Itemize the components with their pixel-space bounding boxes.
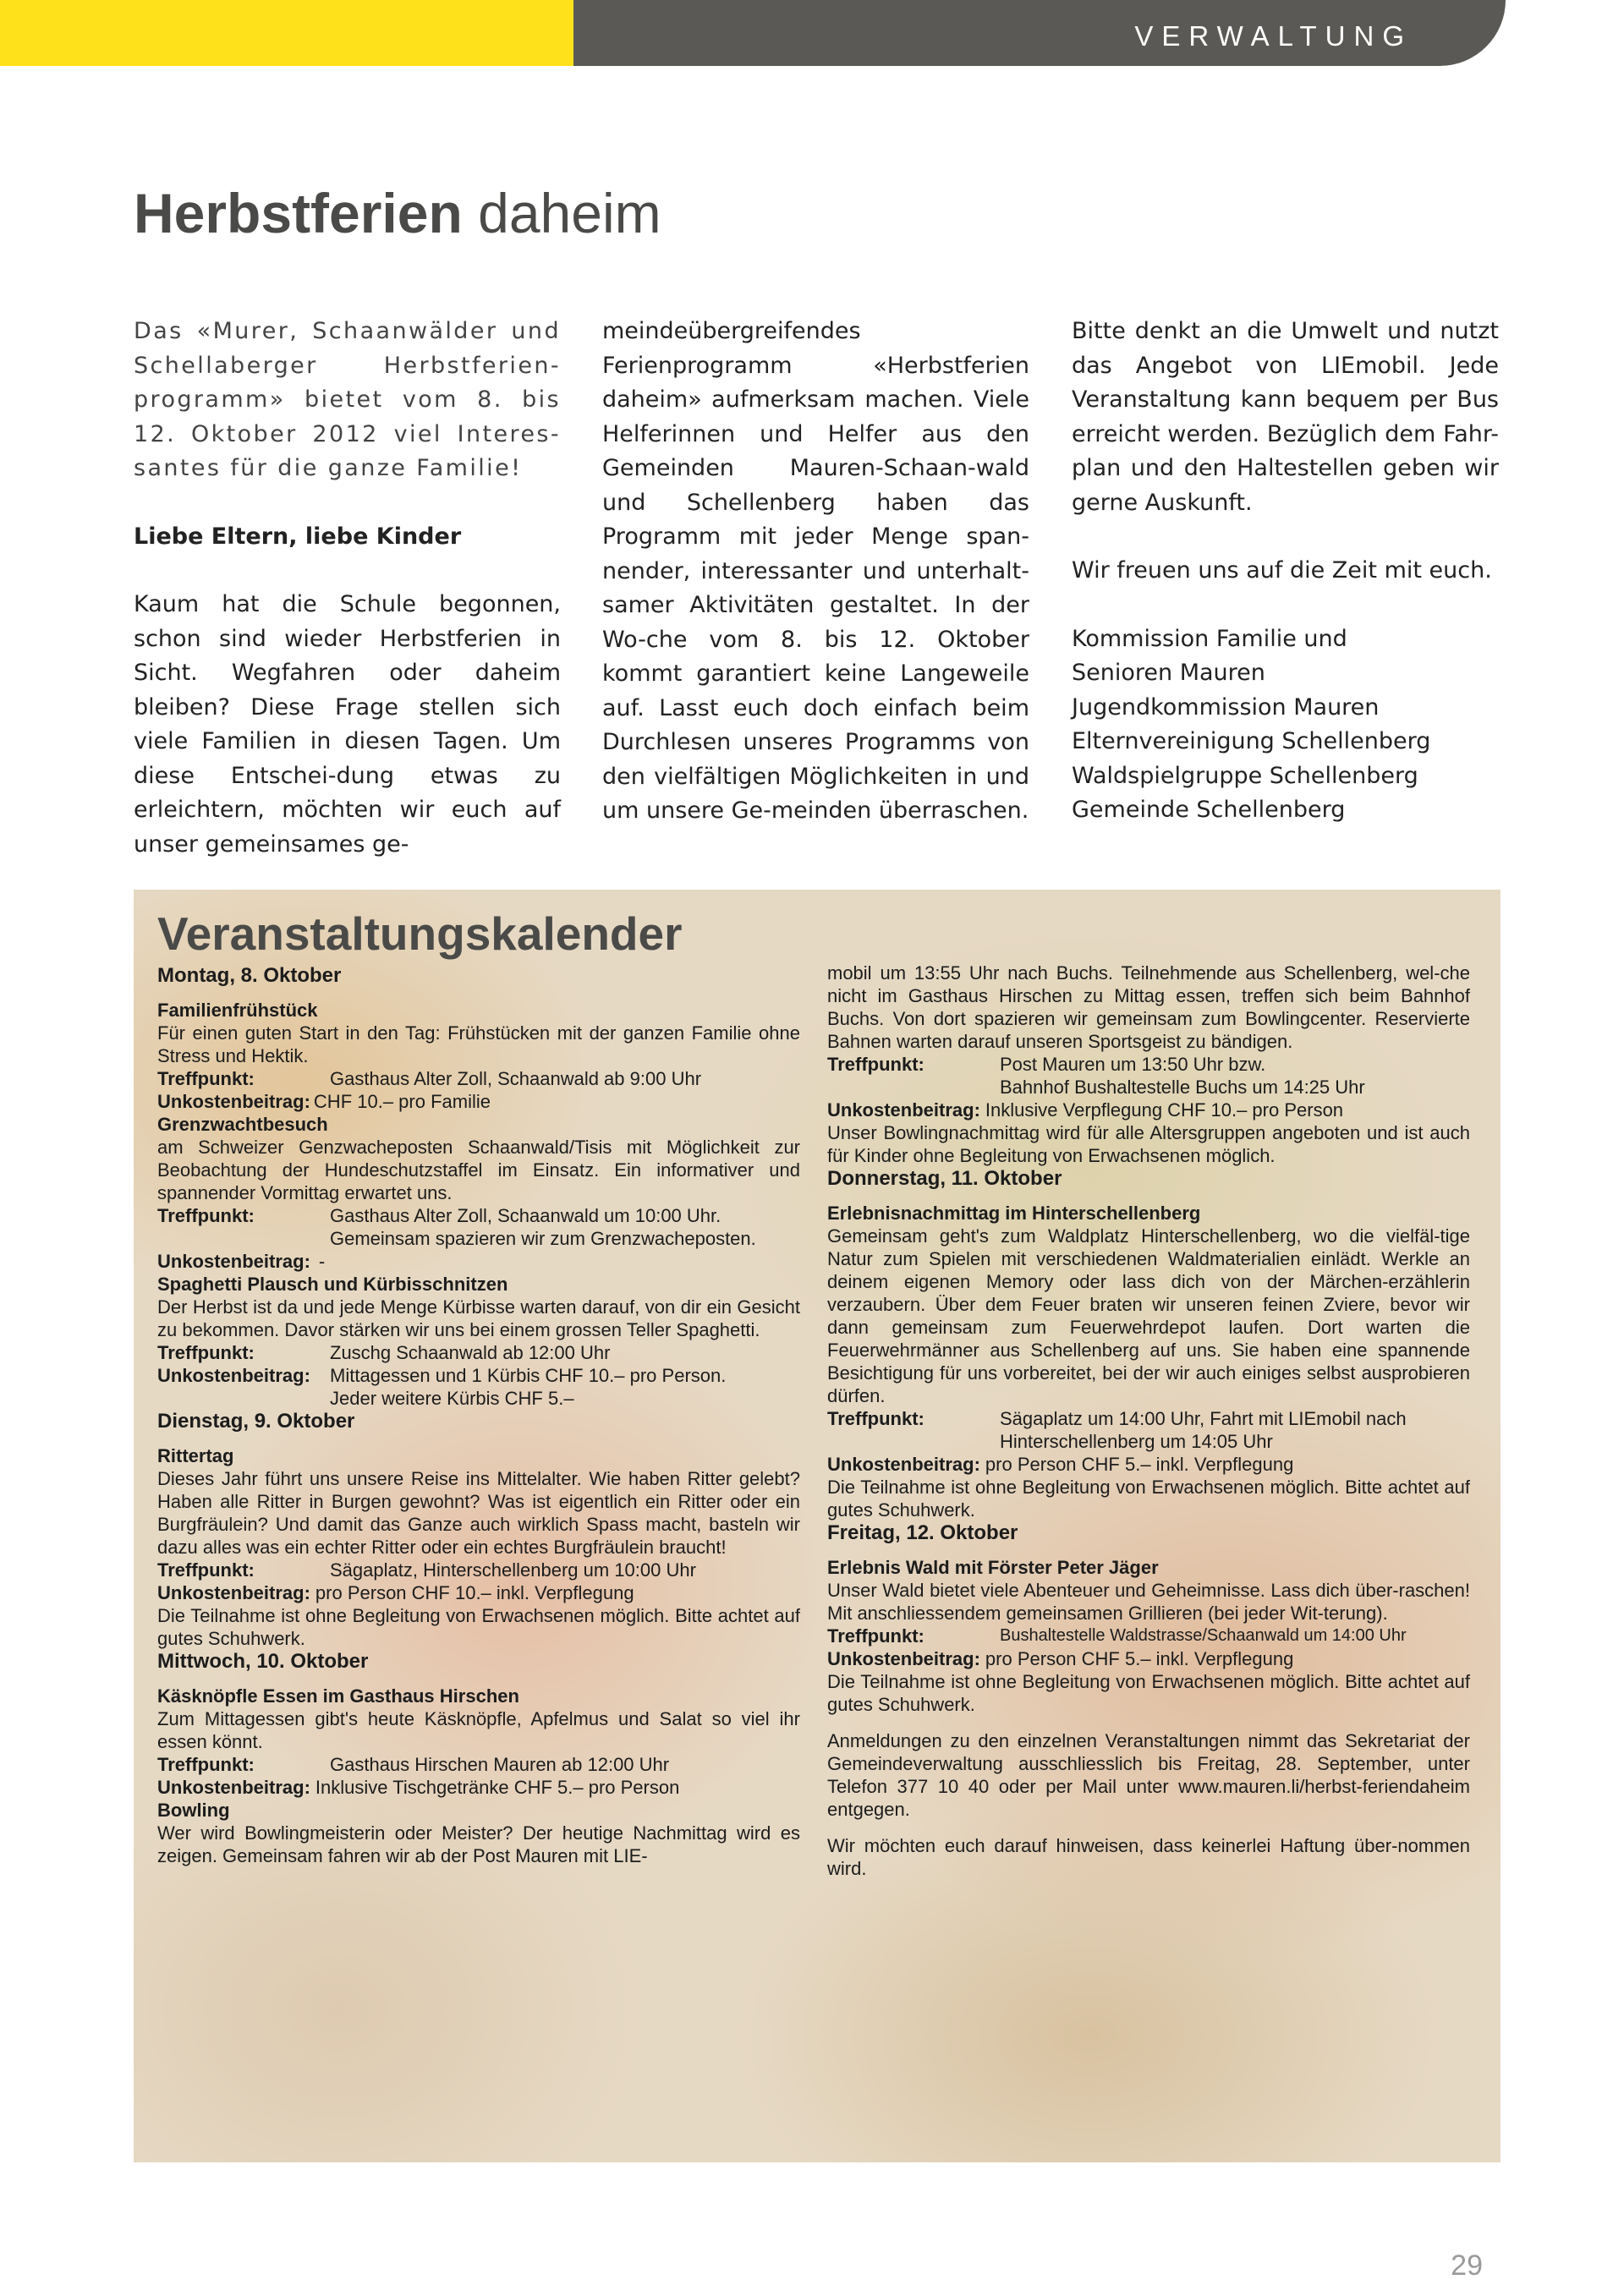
cost-row — [157, 1776, 800, 1799]
meet-value: Gasthaus Alter Zoll, Schaanwald ab 9:00 Uhr — [330, 1068, 702, 1089]
event-title: Käsknöpfle Essen im Gasthaus Hirschen — [157, 1685, 519, 1707]
meet-line: Post Mauren um 13:50 Uhr bzw. — [1000, 1054, 1266, 1075]
meet-value — [1000, 1407, 1470, 1453]
day-heading-tuesday: Dienstag, 9. Oktober — [157, 1410, 355, 1433]
cost-row — [827, 1453, 1470, 1476]
cost-line: Mittagessen und 1 Kürbis CHF 10.– pro Person. — [330, 1365, 727, 1386]
meet-line: Gasthaus Alter Zoll, Schaanwald um 10:00 Uhr. — [330, 1205, 721, 1226]
meet-value: Sägaplatz, Hinterschellenberg um 10:00 Uhr — [330, 1559, 696, 1581]
cost-line: Jeder weitere Kürbis CHF 5.– — [330, 1388, 574, 1409]
intro-greeting: Liebe Eltern, liebe Kinder — [134, 523, 462, 550]
meet-label: Treffpunkt: — [827, 1625, 924, 1647]
intro-closing: Wir freuen uns auf die Zeit mit euch. — [1072, 557, 1492, 584]
meet-line: Bahnhof Bushaltestelle Buchs um 14:25 Uhr — [1000, 1077, 1365, 1098]
signer: Gemeinde Schellenberg — [1072, 797, 1346, 823]
day-heading-monday: Montag, 8. Oktober — [157, 964, 342, 987]
signer: Elternvereinigung Schellenberg — [1072, 728, 1431, 754]
cost-value: Inklusive Verpflegung CHF 10.– pro Person — [985, 1099, 1344, 1121]
title-light: daheim — [462, 182, 661, 244]
event-text: Dieses Jahr führt uns unsere Reise ins Mittelalter. Wie haben Ritter gelebt? Haben alle Ritter in Burgen gewohnt? Was ist eigentlich ein Ritter oder ein Burgfräulein? Und damit das Ganze auch wirklich Spass macht, basteln wir dazu alles was ein echter Ritter oder ein echtes Burgfräulein braucht! — [157, 1468, 800, 1558]
cost-value: pro Person CHF 10.– inkl. Verpflegung — [315, 1582, 634, 1603]
intro-liemobil: Bitte denkt an die Umwelt und nutzt das Angebot von LIEmobil. Jede Veranstaltung kann bequem per Bus erreicht werden. Bezüglich dem Fahr-plan und den Haltestellen geben wir gerne Auskunft. — [1072, 318, 1499, 516]
title-bold: Herbstferien — [134, 182, 463, 244]
section-label: VERWALTUNG — [1134, 20, 1413, 52]
meet-label: Treffpunkt: — [157, 1559, 255, 1581]
meet-row — [827, 1625, 1470, 1647]
cost-value: - — [318, 1251, 326, 1272]
day-heading-friday: Freitag, 12. Oktober — [827, 1521, 1018, 1544]
meet-row — [157, 1204, 800, 1250]
meet-row — [827, 1053, 1470, 1099]
event-title: Erlebnisnachmittag im Hinterschellenberg — [827, 1203, 1201, 1224]
event-note: Die Teilnahme ist ohne Begleitung von Erwachsenen möglich. Bitte achtet auf gutes Schuhwerk. — [827, 1671, 1470, 1715]
meet-label: Treffpunkt: — [157, 1068, 255, 1089]
cost-value: CHF 10.– pro Familie — [313, 1091, 491, 1112]
meet-row — [157, 1067, 800, 1090]
meet-line: Hinterschellenberg um 14:05 Uhr — [1000, 1431, 1273, 1452]
event-title: Familienfrühstück — [157, 1000, 318, 1021]
cost-label: Unkostenbeitrag: — [157, 1365, 310, 1386]
cost-row — [157, 1090, 800, 1113]
meet-label: Treffpunkt: — [157, 1754, 255, 1775]
header-accent-bar — [0, 0, 573, 66]
intro-body-part-1: Kaum hat die Schule begonnen, schon sind wieder Herbstferien in Sicht. Wegfahren oder daheim bleiben? Diese Frage stellen sich viele Familien in diesen Tagen. Um diese Entschei-dung etwas zu erleichtern, möchten wir euch auf unser gemeinsames ge- — [134, 591, 561, 858]
signer: Jugendkommission Mauren — [1072, 693, 1380, 721]
signer: Senioren Mauren — [1072, 660, 1265, 686]
signer: Kommission Familie und — [1072, 625, 1347, 652]
calendar-column-right — [827, 962, 1470, 1880]
cost-row — [827, 1099, 1470, 1121]
day-heading-wednesday: Mittwoch, 10. Oktober — [157, 1650, 369, 1673]
meet-label: Treffpunkt: — [827, 1054, 924, 1075]
cost-row — [157, 1250, 800, 1273]
meet-label: Treffpunkt: — [157, 1342, 255, 1363]
cost-row — [827, 1647, 1470, 1670]
event-text-continued: mobil um 13:55 Uhr nach Buchs. Teilnehmende aus Schellenberg, wel-che nicht im Gasthaus Hirschen zu Mittag essen, treffen sich beim Bahnhof Buchs. Von dort spazieren wir gemeinsam zum Bowlingcenter. Reservierte Bahnen warten darauf unseren Sportsgeist zu bändigen. — [827, 962, 1470, 1052]
event-text: am Schweizer Genzwacheposten Schaanwald/Tisis mit Möglichkeit zur Beobachtung der Hundeschutzstaffel im Einsatz. Ein informativer und spannender Vormittag erwartet uns. — [157, 1137, 800, 1203]
cost-row — [157, 1581, 800, 1604]
event-title: Bowling — [157, 1800, 230, 1821]
meet-label: Treffpunkt: — [157, 1205, 255, 1226]
intro-lead: Das «Murer, Schaanwälder und Schellaberger Herbstferien-programm» bietet vom 8. bis 12. Oktober 2012 viel Interes-santes für die ganze Familie! — [134, 318, 561, 481]
calendar-column-left — [157, 964, 800, 1867]
event-note: Unser Bowlingnachmittag wird für alle Altersgruppen angeboten und ist auch für Kinder ohne Begleitung von Erwachsenen möglich. — [827, 1122, 1470, 1166]
intro-body-part-2: meindeübergreifendes Ferienprogramm «Herbstferien daheim» aufmerksam machen. Viele Helferinnen und Helfer aus den Gemeinden Mauren-Schaan-wald und Schellenberg haben das Programm mit jeder Menge span-nender, interessanter und unterhalt-samer Aktivitäten gestaltet. In der Wo-che vom 8. bis 12. Oktober kommt garantiert keine Langeweile auf. Lasst euch doch einfach beim Durchlesen unseres Programms von den vielfältigen Möglichkeiten in und um unsere Ge-meinden überraschen. — [602, 318, 1029, 824]
meet-row — [157, 1341, 800, 1364]
meet-value: Zuschg Schaanwald ab 12:00 Uhr — [330, 1342, 611, 1363]
event-note: Die Teilnahme ist ohne Begleitung von Erwachsenen möglich. Bitte achtet auf gutes Schuhwerk. — [157, 1605, 800, 1649]
cost-label: Unkostenbeitrag: — [827, 1454, 980, 1475]
meet-line: Sägaplatz um 14:00 Uhr, Fahrt mit LIEmobil nach — [1000, 1408, 1407, 1429]
page-title — [134, 181, 661, 245]
meet-row — [827, 1407, 1470, 1453]
calendar-title: Veranstaltungskalender — [157, 907, 683, 960]
cost-label: Unkostenbeitrag: — [157, 1582, 310, 1603]
meet-row — [157, 1559, 800, 1581]
day-heading-thursday: Donnerstag, 11. Oktober — [827, 1167, 1062, 1190]
cost-row — [157, 1364, 800, 1410]
meet-value: Gasthaus Hirschen Mauren ab 12:00 Uhr — [330, 1754, 670, 1775]
meet-line: Gemeinsam spazieren wir zum Grenzwacheposten. — [330, 1228, 756, 1249]
event-title: Spaghetti Plausch und Kürbisschnitzen — [157, 1274, 508, 1295]
event-title: Rittertag — [157, 1445, 234, 1466]
meet-value — [330, 1204, 800, 1250]
event-calendar-box — [134, 890, 1501, 2162]
cost-value — [330, 1364, 800, 1410]
event-text: Unser Wald bietet viele Abenteuer und Geheimnisse. Lass dich über-raschen! Mit anschliessendem gemeinsamen Grillieren (bei jeder Wit-terung). — [827, 1580, 1470, 1624]
liability-disclaimer: Wir möchten euch darauf hinweisen, dass keinerlei Haftung über-nommen wird. — [827, 1835, 1470, 1879]
cost-label: Unkostenbeitrag: — [827, 1648, 980, 1669]
meet-value: Bushaltestelle Waldstrasse/Schaanwald um 14:00 Uhr — [1000, 1626, 1407, 1645]
intro-column-1 — [134, 315, 561, 862]
section-header-bar — [573, 0, 1506, 66]
registration-info: Anmeldungen zu den einzelnen Veranstaltungen nimmt das Sekretariat der Gemeindeverwaltung ausschliesslich bis Freitag, 28. September, unter Telefon 377 10 40 oder per Mail unter www.mauren.li/herbst-feriendaheim entgegen. — [827, 1730, 1470, 1820]
intro-column-2 — [602, 315, 1029, 829]
event-title: Erlebnis Wald mit Förster Peter Jäger — [827, 1557, 1159, 1578]
cost-label: Unkostenbeitrag: — [157, 1251, 310, 1272]
cost-label: Unkostenbeitrag: — [157, 1091, 310, 1112]
page-number: 29 — [1451, 2249, 1483, 2282]
signer: Waldspielgruppe Schellenberg — [1072, 762, 1418, 789]
cost-value: pro Person CHF 5.– inkl. Verpflegung — [985, 1648, 1294, 1669]
event-text: Gemeinsam geht's zum Waldplatz Hinterschellenberg, wo die vielfäl-tige Natur zum Spielen mit verschiedenen Waldmaterialien einlädt. Werkle an deinem eigenen Memory oder lass dich von der Märchen-erzählerin verzaubern. Über dem Feuer braten wir unseren feinen Zviere, bevor wir dann gemeinsam zum Feuerwehrdepot laufen. Dort warten die Feuerwehrmänner aus Schellenberg auf uns. Sie haben eine spannende Besichtigung für uns vorbereitet, bei der wir auch einiges selbst ausprobieren dürfen. — [827, 1225, 1470, 1406]
event-text: Für einen guten Start in den Tag: Frühstücken mit der ganzen Familie ohne Stress und Hektik. — [157, 1022, 800, 1066]
cost-label: Unkostenbeitrag: — [157, 1777, 310, 1798]
event-note: Die Teilnahme ist ohne Begleitung von Erwachsenen möglich. Bitte achtet auf gutes Schuhwerk. — [827, 1477, 1470, 1521]
meet-label: Treffpunkt: — [827, 1408, 924, 1429]
meet-row — [157, 1753, 800, 1776]
cost-label: Unkostenbeitrag: — [827, 1099, 980, 1121]
event-title: Grenzwachtbesuch — [157, 1114, 328, 1135]
intro-column-3 — [1072, 315, 1499, 828]
event-text: Wer wird Bowlingmeisterin oder Meister? Der heutige Nachmittag wird es zeigen. Gemeinsam fahren wir ab der Post Mauren mit LIE- — [157, 1822, 800, 1866]
signers-list — [1072, 622, 1499, 828]
event-text: Der Herbst ist da und jede Menge Kürbisse warten darauf, von dir ein Gesicht zu bekommen. Davor stärken wir uns bei einem grossen Teller Spaghetti. — [157, 1296, 800, 1340]
meet-value — [1000, 1053, 1470, 1099]
event-text: Zum Mittagessen gibt's heute Käsknöpfle, Apfelmus und Salat so viel ihr essen könnt. — [157, 1708, 800, 1752]
cost-value: Inklusive Tischgetränke CHF 5.– pro Person — [315, 1777, 680, 1798]
cost-value: pro Person CHF 5.– inkl. Verpflegung — [985, 1454, 1294, 1475]
